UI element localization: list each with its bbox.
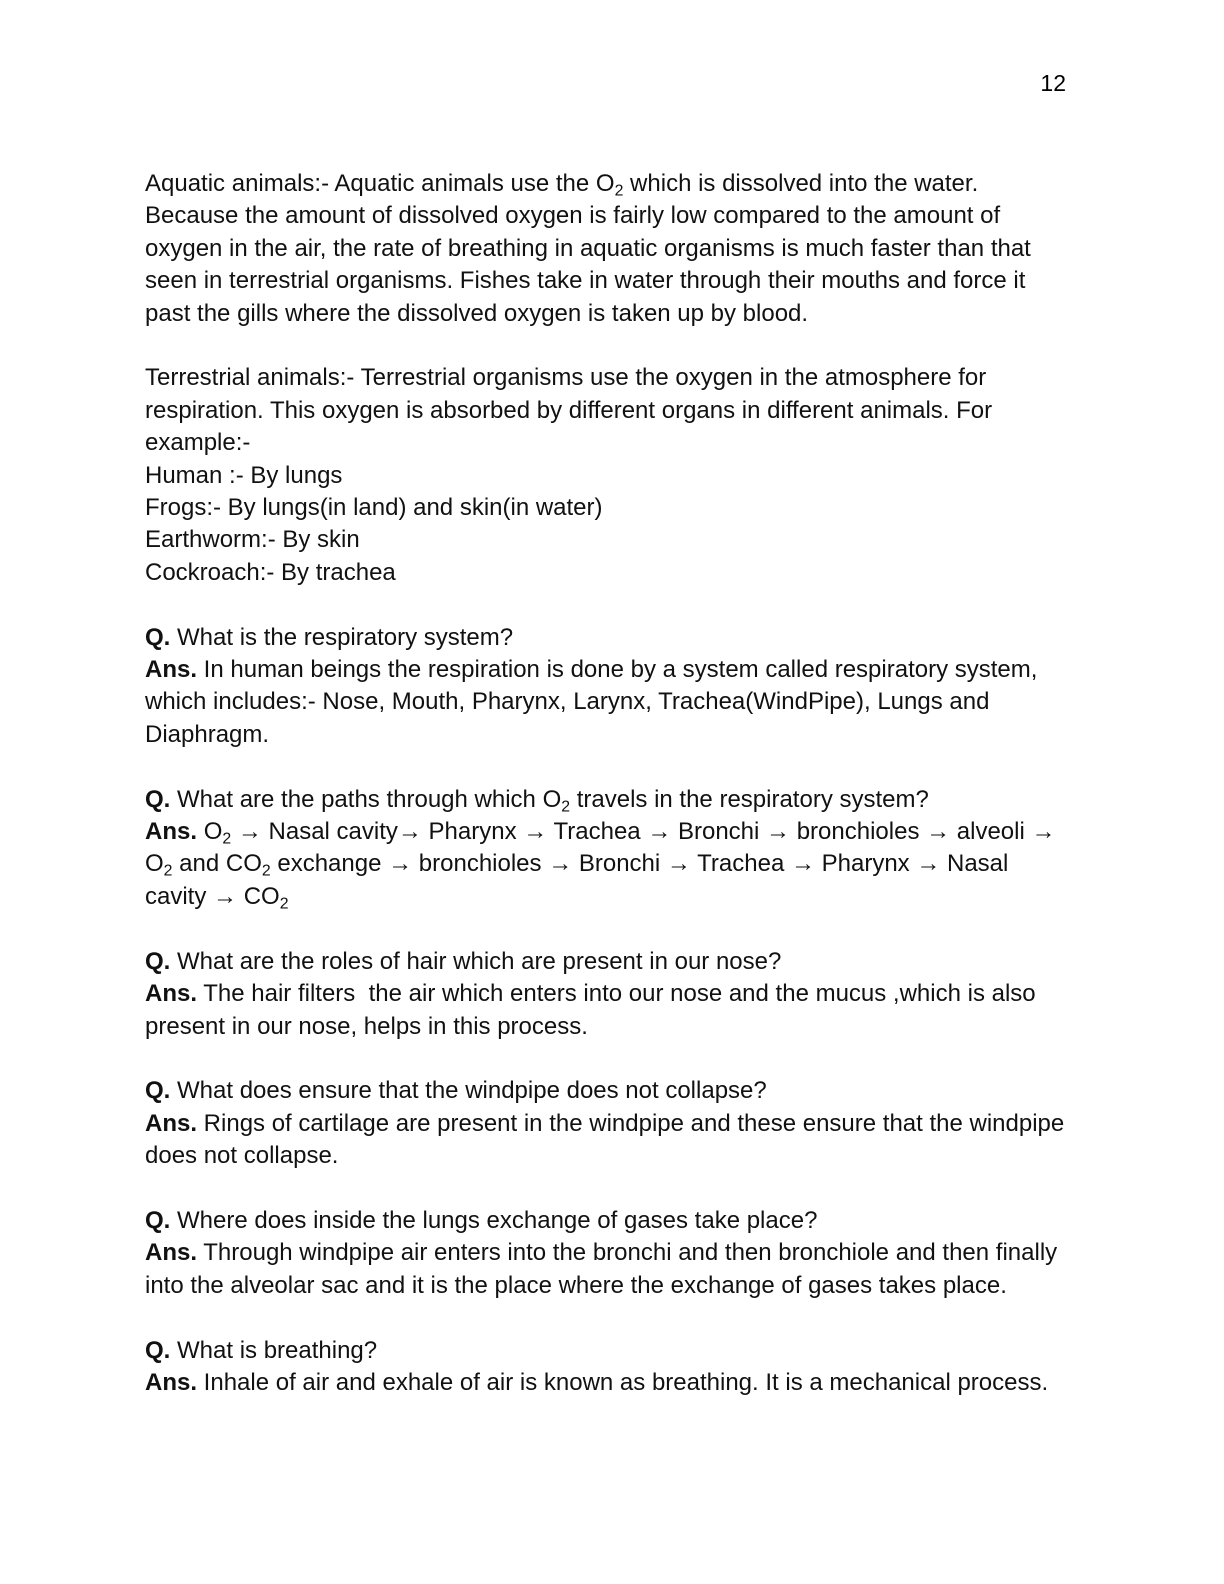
list-item-cockroach: [145, 557, 1075, 589]
paragraph-spacer: [145, 913, 1075, 945]
paragraph-spacer: [145, 1043, 1075, 1075]
question-breathing-definition: [145, 1335, 1075, 1367]
qa-text: What are the roles of hair which are present in our nose?: [170, 947, 782, 975]
answer-breathing-definition: [145, 1367, 1075, 1399]
list-item-earthworm: [145, 524, 1075, 556]
answer-oxygen-path: [145, 816, 1075, 913]
qa-text: What are the paths through which $O_2$ travels in the respiratory system?: [170, 785, 929, 816]
question-nose-hair-role: [145, 946, 1075, 978]
document-body: [145, 168, 1075, 1399]
answer-gas-exchange-location: [145, 1237, 1075, 1302]
answer-respiratory-system: [145, 654, 1075, 751]
qa-label: Ans.: [145, 1109, 198, 1137]
qa-label: Q.: [145, 785, 171, 813]
paragraph-aquatic-animals: [145, 168, 1075, 330]
qa-label: Ans.: [145, 818, 198, 846]
qa-label: Q.: [145, 1336, 171, 1364]
qa-text: Human :- By lungs: [145, 461, 343, 489]
qa-text: Rings of cartilage are present in the windpipe and these ensure that the windpipe does not collapse.: [145, 1109, 1071, 1170]
qa-text: Frogs:- By lungs(in land) and skin(in water): [145, 494, 603, 522]
qa-label: Ans.: [145, 980, 198, 1008]
paragraph-spacer: [145, 1302, 1075, 1334]
question-oxygen-path: [145, 784, 1075, 816]
qa-label: Ans.: [145, 1368, 198, 1396]
qa-text: Cockroach:- By trachea: [145, 558, 396, 586]
list-item-human: [145, 460, 1075, 492]
qa-text: $O_2$ → Nasal cavity→ Pharynx → Trachea → Bronchi → bronchioles → alveoli → $O_2$ and $CO_2$ exchange → bronchioles → Bronchi → Trachea → Pharynx → Nasal cavity → $CO_2$: [145, 818, 1063, 913]
qa-text: Where does inside the lungs exchange of gases take place?: [170, 1206, 818, 1234]
qa-text: The hair filters the air which enters into our nose and the mucus ,which is also present in our nose, helps in this process.: [145, 980, 1043, 1040]
paragraph-terrestrial-animals: [145, 362, 1075, 459]
qa-label: Q.: [145, 1077, 171, 1105]
list-item-frogs: [145, 492, 1075, 524]
qa-text: Earthworm:- By skin: [145, 526, 360, 554]
qa-text: Aquatic animals:- Aquatic animals use the $O_2$ which is dissolved into the water. Because the amount of dissolved oxygen is fairly low compared to the amount of oxygen in the air, the rate of breathing in aquatic organisms is much faster than that seen in terrestrial organisms. Fishes take in water through their mouths and force it past the gills where the dissolved oxygen is taken up by blood.: [145, 170, 1038, 327]
qa-text: What is breathing?: [170, 1336, 378, 1364]
paragraph-spacer: [145, 1173, 1075, 1205]
qa-text: Through windpipe air enters into the bronchi and then bronchiole and then finally into the alveolar sac and it is the place where the exchange of gases takes place.: [145, 1239, 1064, 1299]
qa-text: In human beings the respiration is done by a system called respiratory system, which includes:- Nose, Mouth, Pharynx, Larynx, Trachea(WindPipe), Lungs and Diaphragm.: [145, 656, 1045, 748]
question-gas-exchange-location: [145, 1205, 1075, 1237]
qa-label: Q.: [145, 1206, 171, 1234]
qa-text: What is the respiratory system?: [170, 623, 514, 651]
question-respiratory-system: [145, 622, 1075, 654]
question-windpipe-collapse: [145, 1075, 1075, 1107]
qa-label: Q.: [145, 947, 171, 975]
qa-text: Inhale of air and exhale of air is known as breathing. It is a mechanical process.: [197, 1368, 1049, 1396]
answer-nose-hair-role: [145, 978, 1075, 1043]
qa-label: Ans.: [145, 656, 198, 684]
qa-label: Q.: [145, 623, 171, 651]
paragraph-spacer: [145, 589, 1075, 621]
answer-windpipe-collapse: [145, 1108, 1075, 1173]
paragraph-spacer: [145, 751, 1075, 783]
qa-text: What does ensure that the windpipe does not collapse?: [170, 1077, 767, 1105]
qa-text: Terrestrial animals:- Terrestrial organisms use the oxygen in the atmosphere for respiration. This oxygen is absorbed by different organs in different animals. For example:-: [145, 364, 999, 457]
paragraph-spacer: [145, 330, 1075, 362]
page-number: 12: [1040, 70, 1066, 96]
qa-label: Ans.: [145, 1239, 198, 1267]
